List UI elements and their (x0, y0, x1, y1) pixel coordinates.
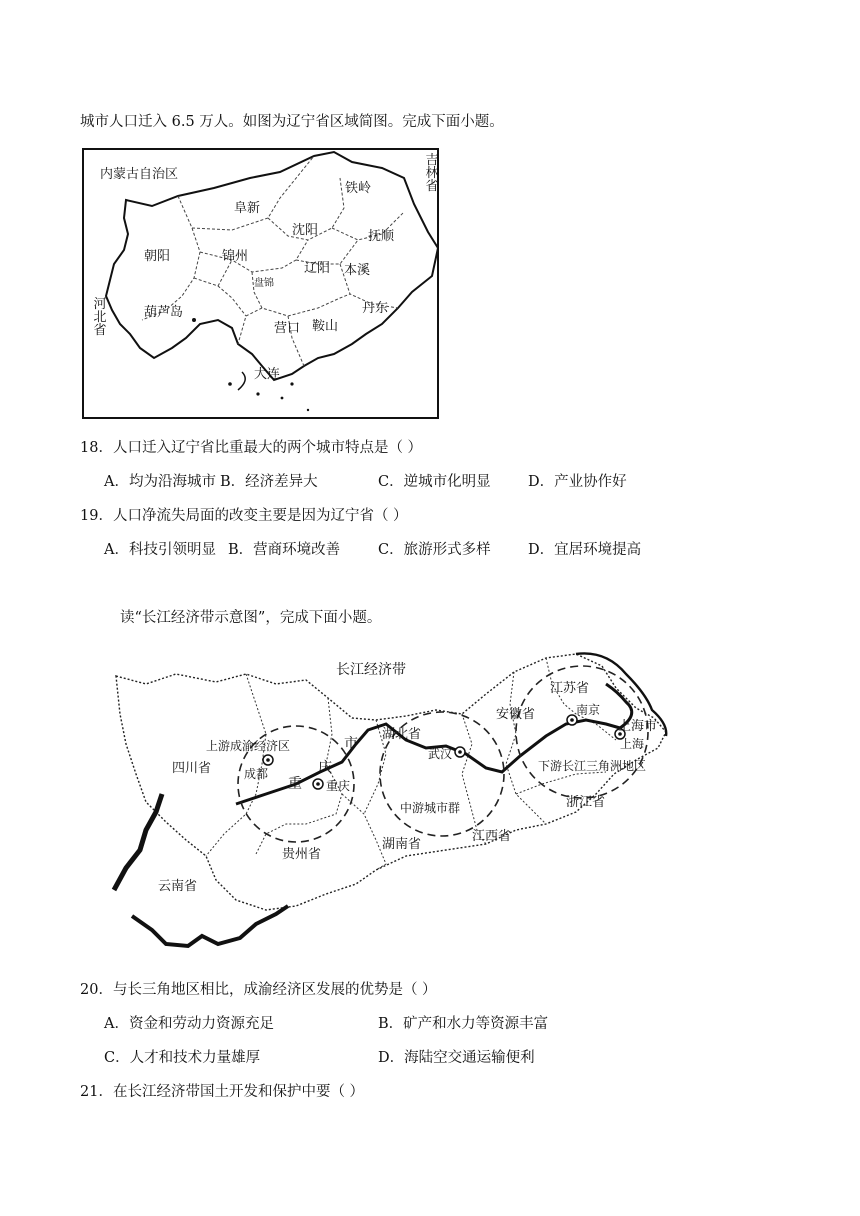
label-jiangxi: 江西省 (472, 829, 512, 844)
label-hebei: 河北省 (90, 296, 106, 336)
label-chongqing-qing: 庆 (318, 760, 332, 776)
label-jilin: 吉林省 (422, 152, 438, 192)
label-yingkou: 营口 (274, 321, 301, 336)
label-benxi: 本溪 (344, 263, 371, 278)
label-yunnan: 云南省 (158, 879, 198, 894)
q20-option-a[interactable]: A．资金和劳动力资源充足 (104, 1016, 274, 1032)
label-anhui: 安徽省 (496, 707, 536, 722)
q18-stem: 18．人口迁入辽宁省比重最大的两个城市特点是（ ） (80, 440, 423, 456)
label-huludao: 葫芦岛 (144, 305, 184, 320)
label-liaoyang: 辽阳 (304, 261, 331, 276)
label-jinzhou: 锦州 (222, 249, 249, 264)
label-hunan: 湖南省 (382, 837, 422, 852)
q20-option-b[interactable]: B．矿产和水力等资源丰富 (378, 1016, 549, 1032)
q19-stem: 19．人口净流失局面的改变主要是因为辽宁省（ ） (80, 508, 408, 524)
label-shanghai-city: 上海市 (618, 719, 658, 734)
label-anshan: 鞍山 (312, 319, 339, 334)
q20-stem: 20．与长三角地区相比，成渝经济区发展的优势是（ ） (80, 982, 437, 998)
q18-option-a[interactable]: A．均为沿海城市 (104, 474, 216, 490)
label-fushun: 抚顺 (368, 229, 395, 244)
label-upper-zone: 上游成渝经济区 (206, 739, 291, 753)
label-nanjing: 南京 (576, 703, 601, 717)
label-chaoyang: 朝阳 (144, 249, 171, 264)
label-chongqing-shi: 市 (344, 736, 358, 752)
label-chengdu: 成都 (244, 767, 269, 781)
q18-option-b[interactable]: B．经济差异大 (220, 474, 318, 490)
label-sichuan: 四川省 (172, 761, 212, 776)
q19-option-a[interactable]: A．科技引领明显 (104, 542, 216, 558)
q19-option-d[interactable]: D．宜居环境提高 (528, 542, 642, 558)
label-zhejiang: 浙江省 (566, 795, 606, 810)
label-chongqing: 重庆 (326, 779, 351, 793)
label-fuxin: 阜新 (234, 201, 261, 216)
yangtze-map (106, 644, 682, 964)
q20-option-c[interactable]: C．人才和技术力量雄厚 (104, 1050, 261, 1066)
label-hubei: 湖北省 (382, 727, 422, 742)
label-panjin: 盘锦 (254, 278, 274, 289)
label-guizhou: 贵州省 (282, 847, 322, 862)
label-shanghai: 上海 (620, 737, 645, 751)
q21-stem: 21．在长江经济带国土开发和保护中要（ ） (80, 1084, 365, 1100)
label-belt-title: 长江经济带 (336, 662, 406, 678)
q19-option-c[interactable]: C．旅游形式多样 (378, 542, 491, 558)
label-middle-zone: 中游城市群 (400, 801, 461, 815)
q18-option-c[interactable]: C．逆城市化明显 (378, 474, 491, 490)
label-lower-zone: 下游长江三角洲地区 (538, 759, 647, 773)
label-dandong: 丹东 (362, 301, 389, 316)
label-tieling: 铁岭 (345, 181, 372, 196)
label-chongqing-zhong: 重 (288, 776, 302, 792)
q19-option-b[interactable]: B．营商环境改善 (228, 542, 341, 558)
label-neimeng: 内蒙古自治区 (100, 167, 179, 182)
liaoning-map (82, 148, 440, 420)
q18-option-d[interactable]: D．产业协作好 (528, 474, 627, 490)
q20-option-d[interactable]: D．海陆空交通运输便利 (378, 1050, 535, 1066)
intro-text-2: 读“长江经济带示意图”，完成下面小题。 (120, 610, 382, 626)
label-jiangsu: 江苏省 (550, 681, 590, 696)
intro-text-1: 城市人口迁入 6.5 万人。如图为辽宁省区域简图。完成下面小题。 (80, 114, 504, 130)
label-dalian: 大连 (254, 367, 281, 382)
label-shenyang: 沈阳 (292, 223, 319, 238)
label-wuhan: 武汉 (428, 747, 453, 761)
